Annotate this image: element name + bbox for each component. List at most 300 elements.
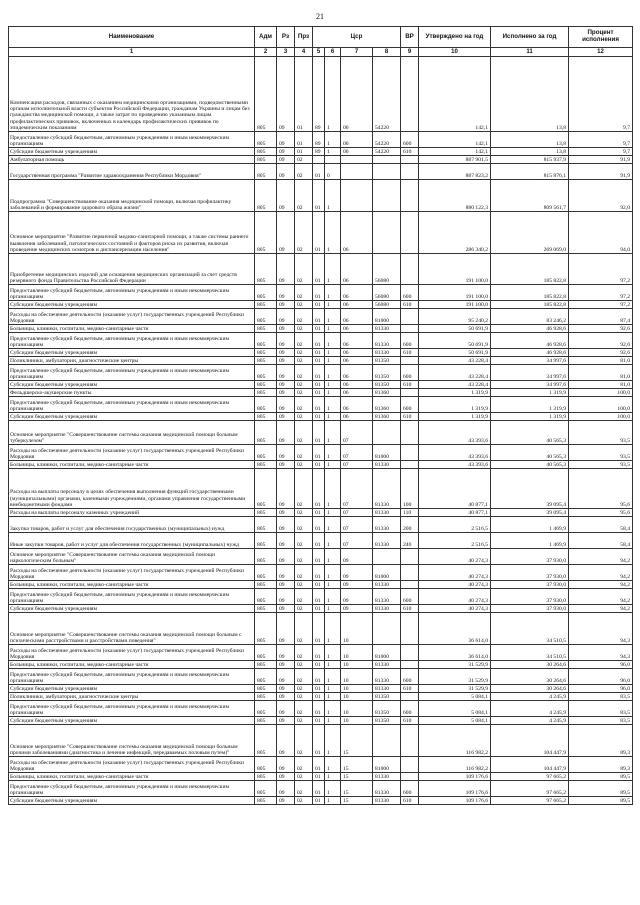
cell-executed: 815 937,9	[491, 156, 569, 164]
cell-percent: 94,2	[569, 581, 633, 589]
cell-approved: 191 100,0	[419, 285, 491, 301]
cell-csr-2: 1	[325, 533, 341, 549]
cell-approved: 50 691,9	[419, 349, 491, 357]
cell-rz: 09	[277, 397, 295, 413]
cell-prz: 02	[295, 309, 313, 325]
cell-executed: 37 930,0	[491, 589, 569, 605]
cell-approved: 43 228,4	[419, 381, 491, 389]
cell-approved: 2 516,5	[419, 533, 491, 549]
col-header-csr: Цср	[313, 27, 401, 48]
cell-csr-1: 01	[313, 565, 325, 581]
cell-adm: 805	[255, 180, 277, 212]
cell-percent: 87,4	[569, 309, 633, 325]
cell-csr-1: 01	[313, 212, 325, 254]
cell-executed: 4 245,9	[491, 717, 569, 725]
cell-percent: 97,2	[569, 285, 633, 301]
cell-csr-3: 07	[341, 509, 373, 517]
table-row	[9, 301, 633, 309]
table-row	[9, 509, 633, 517]
cell-prz: 02	[295, 717, 313, 725]
cell-adm: 805	[255, 773, 277, 781]
header-row	[9, 27, 633, 48]
cell-adm: 805	[255, 57, 277, 132]
cell-prz: 02	[295, 605, 313, 613]
budget-table	[8, 26, 633, 805]
cell-csr-3: 06	[341, 333, 373, 349]
cell-vr: 600	[401, 669, 419, 685]
row-name: Предоставление субсидий бюджетным, автономным учреждениям и иным некоммерческим организациям	[9, 589, 255, 605]
row-name: Субсидии бюджетным учреждениям	[9, 685, 255, 693]
cell-csr-2: 1	[325, 581, 341, 589]
cell-csr-4: 56080	[373, 285, 401, 301]
cell-prz: 01	[295, 132, 313, 148]
cell-rz: 09	[277, 717, 295, 725]
cell-csr-1: 01	[313, 701, 325, 717]
cell-csr-3	[341, 164, 373, 180]
cell-csr-4: 81330	[373, 461, 401, 469]
cell-rz: 09	[277, 309, 295, 325]
cell-adm: 805	[255, 148, 277, 156]
col-header-prz: Прз	[295, 27, 313, 48]
cell-vr: 610	[401, 413, 419, 421]
cell-csr-4	[373, 164, 401, 180]
col-header-percent: Процент исполнения	[569, 27, 633, 48]
cell-percent: 96,0	[569, 669, 633, 685]
cell-csr-1: 01	[313, 661, 325, 669]
cell-csr-2: 1	[325, 701, 341, 717]
table-row	[9, 180, 633, 212]
cell-csr-4	[373, 725, 401, 757]
cell-csr-2: 1	[325, 549, 341, 565]
cell-csr-2: 1	[325, 781, 341, 797]
cell-csr-1: 01	[313, 773, 325, 781]
row-name: Предоставление субсидий бюджетным, автономным учреждениям и иным некоммерческим организациям	[9, 132, 255, 148]
col-number: 5	[313, 48, 325, 57]
cell-executed: 185 822,8	[491, 254, 569, 285]
cell-vr	[401, 309, 419, 325]
cell-csr-2: 1	[325, 301, 341, 309]
cell-rz: 09	[277, 357, 295, 365]
cell-rz: 09	[277, 333, 295, 349]
cell-rz: 09	[277, 613, 295, 645]
cell-vr: 610	[401, 685, 419, 693]
cell-vr: 600	[401, 781, 419, 797]
cell-approved: 109 176,6	[419, 781, 491, 797]
cell-csr-2: 1	[325, 685, 341, 693]
table-row	[9, 285, 633, 301]
cell-percent: 93,5	[569, 445, 633, 461]
cell-csr-3: 06	[341, 254, 373, 285]
cell-rz: 09	[277, 413, 295, 421]
row-name: Предоставление субсидий бюджетным, автономным учреждениям и иным некоммерческим организациям	[9, 333, 255, 349]
cell-percent: 83,5	[569, 701, 633, 717]
cell-csr-2: 1	[325, 413, 341, 421]
row-name: Предоставление субсидий бюджетным, автономным учреждениям и иным некоммерческим организациям	[9, 365, 255, 381]
cell-csr-4: 56080	[373, 301, 401, 309]
cell-csr-3: 07	[341, 445, 373, 461]
cell-prz: 02	[295, 254, 313, 285]
cell-rz: 09	[277, 254, 295, 285]
cell-csr-2: 1	[325, 180, 341, 212]
cell-prz: 02	[295, 421, 313, 445]
cell-vr	[401, 57, 419, 132]
cell-csr-3: 06	[341, 325, 373, 333]
cell-csr-2: 1	[325, 57, 341, 132]
cell-csr-4: 81330	[373, 349, 401, 357]
table-row	[9, 421, 633, 445]
cell-prz: 02	[295, 156, 313, 164]
cell-executed: 30 264,6	[491, 669, 569, 685]
cell-csr-4: 81330	[373, 605, 401, 613]
cell-rz: 09	[277, 757, 295, 773]
cell-executed: 97 665,2	[491, 781, 569, 797]
cell-executed: 4 245,9	[491, 701, 569, 717]
cell-prz: 02	[295, 389, 313, 397]
cell-csr-4: 81330	[373, 669, 401, 685]
cell-percent: 92,6	[569, 333, 633, 349]
cell-vr: 240	[401, 533, 419, 549]
cell-percent: 97,2	[569, 254, 633, 285]
cell-percent: 100,0	[569, 397, 633, 413]
table-row	[9, 645, 633, 661]
cell-percent: 94,2	[569, 589, 633, 605]
cell-csr-2: 1	[325, 421, 341, 445]
table-row	[9, 605, 633, 613]
table-row	[9, 725, 633, 757]
row-name: Основное мероприятие "Совершенствование системы оказания медицинской помощи больным прочими заболеваниями (диагностика и лечение инфекций, передаваемых половым путем)"	[9, 725, 255, 757]
row-name: Субсидии бюджетным учреждениям	[9, 797, 255, 805]
cell-prz: 01	[295, 148, 313, 156]
cell-rz: 09	[277, 445, 295, 461]
cell-adm: 805	[255, 701, 277, 717]
row-name: Больницы, клиники, госпитали, медико-санитарные части	[9, 461, 255, 469]
cell-adm: 805	[255, 421, 277, 445]
cell-approved: 116 982,2	[419, 725, 491, 757]
col-header-executed: Исполнено за год	[491, 27, 569, 48]
cell-rz: 09	[277, 132, 295, 148]
cell-percent: 81,0	[569, 357, 633, 365]
cell-rz: 09	[277, 381, 295, 389]
cell-csr-3: 15	[341, 797, 373, 805]
cell-prz: 02	[295, 180, 313, 212]
cell-csr-1: 01	[313, 445, 325, 461]
cell-vr	[401, 357, 419, 365]
cell-csr-3: 09	[341, 605, 373, 613]
cell-approved: 191 100,0	[419, 254, 491, 285]
cell-approved: 40 877,1	[419, 509, 491, 517]
cell-approved: 36 614,0	[419, 613, 491, 645]
cell-vr	[401, 581, 419, 589]
row-name: Субсидии бюджетным учреждениям	[9, 717, 255, 725]
cell-approved: 887 823,2	[419, 164, 491, 180]
cell-csr-2: 1	[325, 254, 341, 285]
cell-csr-2: 1	[325, 309, 341, 325]
cell-csr-3: 06	[341, 389, 373, 397]
cell-csr-3: 15	[341, 725, 373, 757]
cell-prz: 02	[295, 669, 313, 685]
col-header-approved: Утверждено на год	[419, 27, 491, 48]
cell-approved: 43 228,4	[419, 357, 491, 365]
cell-csr-4	[373, 212, 401, 254]
cell-csr-1: 01	[313, 517, 325, 533]
cell-csr-4: 81000	[373, 445, 401, 461]
row-name: Поликлиники, амбулатории, диагностические центры	[9, 693, 255, 701]
cell-rz: 09	[277, 164, 295, 180]
cell-executed: 30 264,6	[491, 661, 569, 669]
cell-prz: 02	[295, 701, 313, 717]
cell-approved: 2 516,5	[419, 517, 491, 533]
cell-adm: 805	[255, 164, 277, 180]
cell-csr-3: 07	[341, 517, 373, 533]
cell-prz: 02	[295, 212, 313, 254]
cell-prz: 02	[295, 757, 313, 773]
cell-rz: 09	[277, 669, 295, 685]
table-row	[9, 533, 633, 549]
cell-csr-4: 81360	[373, 389, 401, 397]
row-name: Расходы на обеспечение деятельности (оказание услуг) государственных учреждений Республики Мордовия	[9, 445, 255, 461]
cell-rz: 09	[277, 461, 295, 469]
cell-executed: 269 069,0	[491, 212, 569, 254]
table-row	[9, 589, 633, 605]
cell-csr-2: 1	[325, 148, 341, 156]
cell-csr-2: 1	[325, 509, 341, 517]
cell-executed: 34 997,6	[491, 357, 569, 365]
row-name: Расходы на обеспечение деятельности (оказание услуг) государственных учреждений Республики Мордовия	[9, 757, 255, 773]
cell-prz: 02	[295, 445, 313, 461]
row-name: Поликлиники, амбулатории, диагностические центры	[9, 357, 255, 365]
cell-prz: 02	[295, 349, 313, 357]
cell-approved: 43 393,6	[419, 461, 491, 469]
cell-csr-3: 09	[341, 565, 373, 581]
cell-percent: 9,7	[569, 132, 633, 148]
cell-csr-2: 0	[325, 164, 341, 180]
cell-vr	[401, 164, 419, 180]
cell-rz: 09	[277, 325, 295, 333]
cell-vr	[401, 212, 419, 254]
cell-approved: 5 084,1	[419, 693, 491, 701]
cell-csr-1: 01	[313, 469, 325, 509]
cell-csr-4: 56080	[373, 254, 401, 285]
cell-csr-1: 01	[313, 413, 325, 421]
cell-vr: 600	[401, 365, 419, 381]
cell-csr-1: 01	[313, 309, 325, 325]
cell-csr-2: 1	[325, 605, 341, 613]
cell-percent: 95,6	[569, 469, 633, 509]
row-name: Расходы на обеспечение деятельности (оказание услуг) государственных учреждений Республики Мордовия	[9, 565, 255, 581]
cell-csr-2: 1	[325, 381, 341, 389]
cell-csr-1: 01	[313, 533, 325, 549]
cell-prz: 02	[295, 581, 313, 589]
cell-csr-3: 09	[341, 589, 373, 605]
cell-csr-4	[373, 549, 401, 565]
cell-approved: 142,1	[419, 57, 491, 132]
cell-executed: 97 665,2	[491, 773, 569, 781]
cell-adm: 805	[255, 325, 277, 333]
col-number: 7	[341, 48, 373, 57]
cell-csr-4: 81350	[373, 365, 401, 381]
cell-csr-1: 01	[313, 349, 325, 357]
table-row	[9, 156, 633, 164]
table-body	[9, 57, 633, 805]
row-name: Расходы на выплаты персоналу в целях обеспечения выполнения функций государственными (муниципальными) органами, казенными учреждениями, органами управления государственными внебюджетными фондами	[9, 469, 255, 509]
cell-prz: 01	[295, 57, 313, 132]
cell-vr: 610	[401, 301, 419, 309]
row-name: Подпрограмма "Совершенствование оказания медицинской помощи, включая профилактику заболеваний и формирование здорового образа жизни"	[9, 180, 255, 212]
cell-percent: 93,5	[569, 421, 633, 445]
cell-vr	[401, 461, 419, 469]
cell-vr	[401, 565, 419, 581]
cell-vr	[401, 645, 419, 661]
cell-approved: 1 319,9	[419, 389, 491, 397]
cell-prz: 02	[295, 365, 313, 381]
cell-percent: 9,7	[569, 148, 633, 156]
cell-csr-2: 1	[325, 285, 341, 301]
cell-executed: 37 930,0	[491, 605, 569, 613]
cell-rz: 09	[277, 421, 295, 445]
cell-rz: 09	[277, 645, 295, 661]
cell-adm: 805	[255, 613, 277, 645]
cell-prz: 02	[295, 797, 313, 805]
cell-adm: 805	[255, 156, 277, 164]
cell-csr-1: 01	[313, 589, 325, 605]
cell-csr-1: 01	[313, 549, 325, 565]
cell-adm: 805	[255, 685, 277, 693]
cell-adm: 805	[255, 645, 277, 661]
cell-csr-1: 01	[313, 164, 325, 180]
table-row	[9, 148, 633, 156]
cell-csr-3: 10	[341, 693, 373, 701]
cell-adm: 805	[255, 533, 277, 549]
cell-vr	[401, 445, 419, 461]
cell-prz: 02	[295, 589, 313, 605]
row-name: Амбулаторная помощь	[9, 156, 255, 164]
cell-adm: 805	[255, 725, 277, 757]
table-row	[9, 357, 633, 365]
cell-executed: 46 928,6	[491, 325, 569, 333]
cell-csr-3: 06	[341, 397, 373, 413]
cell-prz: 02	[295, 357, 313, 365]
cell-rz: 09	[277, 781, 295, 797]
cell-csr-2: 1	[325, 349, 341, 357]
cell-csr-3: 07	[341, 469, 373, 509]
cell-percent: 89,5	[569, 781, 633, 797]
cell-adm: 805	[255, 797, 277, 805]
cell-vr: 600	[401, 701, 419, 717]
cell-csr-1: 01	[313, 757, 325, 773]
table-row	[9, 717, 633, 725]
cell-executed: 1 319,9	[491, 389, 569, 397]
cell-vr: 610	[401, 148, 419, 156]
cell-adm: 805	[255, 605, 277, 613]
cell-csr-4: 54220	[373, 57, 401, 132]
row-name: Расходы на обеспечение деятельности (оказание услуг) государственных учреждений Республики Мордовия	[9, 645, 255, 661]
cell-csr-4	[373, 421, 401, 445]
cell-approved: 142,1	[419, 132, 491, 148]
cell-executed: 39 095,4	[491, 469, 569, 509]
row-name: Предоставление субсидий бюджетным, автономным учреждениям и иным некоммерческим организациям	[9, 285, 255, 301]
cell-prz: 02	[295, 397, 313, 413]
cell-percent: 94,0	[569, 212, 633, 254]
cell-csr-1	[313, 156, 325, 164]
cell-csr-4: 81350	[373, 693, 401, 701]
cell-percent: 92,6	[569, 349, 633, 357]
cell-executed: 13,8	[491, 132, 569, 148]
cell-percent: 83,5	[569, 693, 633, 701]
cell-approved: 36 614,0	[419, 645, 491, 661]
cell-csr-1: 01	[313, 285, 325, 301]
cell-csr-4: 81000	[373, 757, 401, 773]
cell-vr: 600	[401, 333, 419, 349]
cell-csr-4: 54220	[373, 148, 401, 156]
col-number: 4	[295, 48, 313, 57]
cell-rz: 09	[277, 349, 295, 357]
cell-adm: 805	[255, 285, 277, 301]
cell-csr-1: 01	[313, 333, 325, 349]
cell-percent: 94,2	[569, 549, 633, 565]
col-number: 9	[401, 48, 419, 57]
cell-csr-4: 81330	[373, 589, 401, 605]
cell-adm: 805	[255, 717, 277, 725]
cell-csr-4: 81350	[373, 717, 401, 725]
cell-rz: 09	[277, 301, 295, 309]
cell-vr: 600	[401, 589, 419, 605]
table-row	[9, 701, 633, 717]
cell-csr-2: 1	[325, 725, 341, 757]
cell-vr: 610	[401, 797, 419, 805]
cell-prz: 02	[295, 413, 313, 421]
col-number: 8	[373, 48, 401, 57]
cell-csr-2: 1	[325, 325, 341, 333]
cell-percent: 58,4	[569, 533, 633, 549]
row-name: Предоставление субсидий бюджетным, автономным учреждениям и иным некоммерческим организациям	[9, 669, 255, 685]
cell-rz: 09	[277, 57, 295, 132]
cell-csr-3: 06	[341, 309, 373, 325]
cell-csr-3: 00	[341, 57, 373, 132]
cell-csr-3: 06	[341, 285, 373, 301]
cell-csr-1: 01	[313, 389, 325, 397]
cell-executed: 34 510,5	[491, 613, 569, 645]
cell-csr-3: 15	[341, 757, 373, 773]
cell-prz: 02	[295, 381, 313, 389]
cell-approved: 142,1	[419, 148, 491, 156]
cell-approved: 109 176,6	[419, 797, 491, 805]
cell-adm: 805	[255, 661, 277, 669]
row-name: Субсидии бюджетным учреждениям	[9, 605, 255, 613]
cell-vr: 600	[401, 285, 419, 301]
cell-vr	[401, 661, 419, 669]
cell-approved: 880 122,3	[419, 180, 491, 212]
cell-prz: 02	[295, 781, 313, 797]
cell-percent: 58,4	[569, 517, 633, 533]
cell-prz: 02	[295, 685, 313, 693]
cell-csr-3: 15	[341, 781, 373, 797]
cell-adm: 805	[255, 333, 277, 349]
cell-vr: 610	[401, 605, 419, 613]
cell-executed: 37 930,0	[491, 581, 569, 589]
cell-adm: 805	[255, 309, 277, 325]
cell-csr-2: 1	[325, 773, 341, 781]
cell-percent: 9,7	[569, 57, 633, 132]
table-row	[9, 397, 633, 413]
cell-percent: 96,0	[569, 661, 633, 669]
table-row	[9, 333, 633, 349]
cell-executed: 1 319,9	[491, 397, 569, 413]
cell-rz: 09	[277, 725, 295, 757]
cell-vr	[401, 254, 419, 285]
cell-rz: 09	[277, 212, 295, 254]
col-number: 12	[569, 48, 633, 57]
cell-executed: 185 822,8	[491, 285, 569, 301]
